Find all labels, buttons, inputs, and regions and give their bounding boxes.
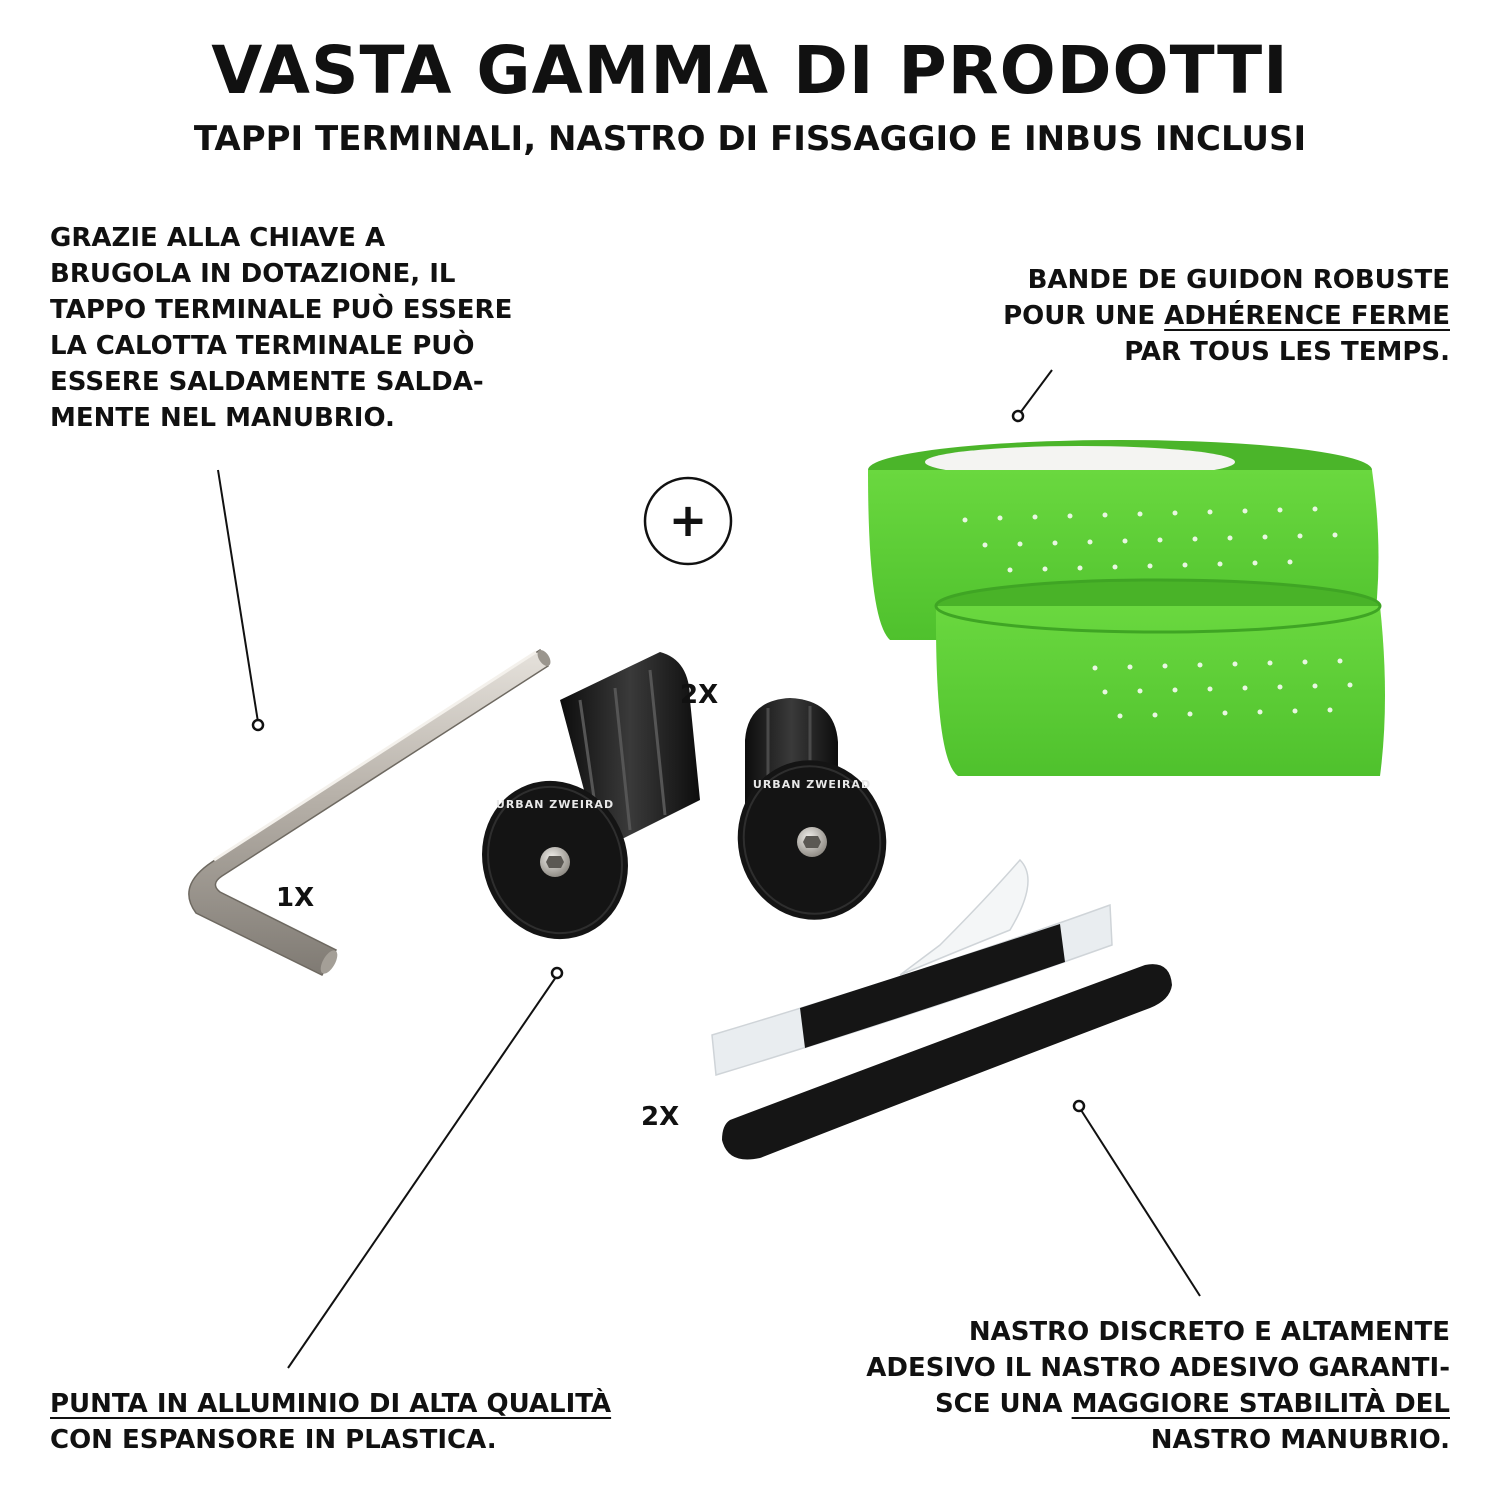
allen-key-pointer-dot: [253, 720, 263, 730]
end-caps-pointer-line: [288, 977, 556, 1368]
page-subtitle: TAPPI TERMINALI, NASTRO DI FISSAGGIO E INBUS INCLUSI: [193, 119, 1307, 159]
end-cap-engraving: URBAN ZWEIRAD: [495, 798, 615, 811]
allen-key-callout-line: TAPPO TERMINALE PUÒ ESSERE: [50, 295, 513, 325]
page-title: VASTA GAMMA DI PRODOTTI: [211, 32, 1289, 109]
allen-key-pointer-line: [218, 470, 258, 722]
plus-icon: [645, 478, 731, 564]
allen-key-callout-line: LA CALOTTA TERMINALE PUÒ: [50, 331, 475, 361]
fixing-tape-callout-line: ADESIVO IL NASTRO ADESIVO GARANTI-: [866, 1353, 1450, 1383]
bar-tape-callout-line: PAR TOUS LES TEMPS.: [1124, 337, 1450, 367]
bar-tape-callout-line: BANDE DE GUIDON ROBUSTE: [1027, 265, 1450, 295]
bar-tape-image: [868, 440, 1385, 776]
allen-key-quantity: 1X: [276, 883, 315, 913]
plus-symbol: +: [668, 493, 708, 547]
allen-key-callout-line: ESSERE SALDAMENTE SALDA-: [50, 367, 484, 397]
end-caps-quantity: 2X: [680, 680, 719, 710]
fixing-tape-callout-text: SCE UNA: [934, 1389, 1072, 1419]
allen-key-callout-line: GRAZIE ALLA CHIAVE A: [50, 223, 386, 253]
allen-key-callout-line: MENTE NEL MANUBRIO.: [50, 403, 395, 433]
fixing-tape-callout-line: NASTRO MANUBRIO.: [1150, 1425, 1450, 1455]
fixing-tape-pointer-dot: [1074, 1101, 1084, 1111]
fixing-tape-quantity: 2X: [641, 1102, 680, 1132]
bar-tape-callout-highlight: ADHÉRENCE FERME: [1164, 301, 1450, 331]
end-caps-pointer-dot: [552, 968, 562, 978]
end-caps-callout-highlight: PUNTA IN ALLUMINIO DI ALTA QUALITÀ: [50, 1389, 612, 1419]
bar-tape-callout-text: POUR UNE: [1003, 301, 1165, 331]
fixing-tape-callout-highlight: MAGGIORE STABILITÀ DEL: [1071, 1389, 1450, 1419]
end-cap-engraving: URBAN ZWEIRAD: [752, 778, 872, 791]
fixing-tape-callout-line: NASTRO DISCRETO E ALTAMENTE: [968, 1317, 1450, 1347]
bar-tape-pointer-line: [1020, 370, 1052, 413]
end-caps-callout-line: CON ESPANSORE IN PLASTICA.: [50, 1425, 497, 1455]
bar-tape-pointer-dot: [1013, 411, 1023, 421]
allen-key-callout-line: BRUGOLA IN DOTAZIONE, IL: [50, 259, 456, 289]
fixing-tape-pointer-line: [1081, 1110, 1200, 1296]
